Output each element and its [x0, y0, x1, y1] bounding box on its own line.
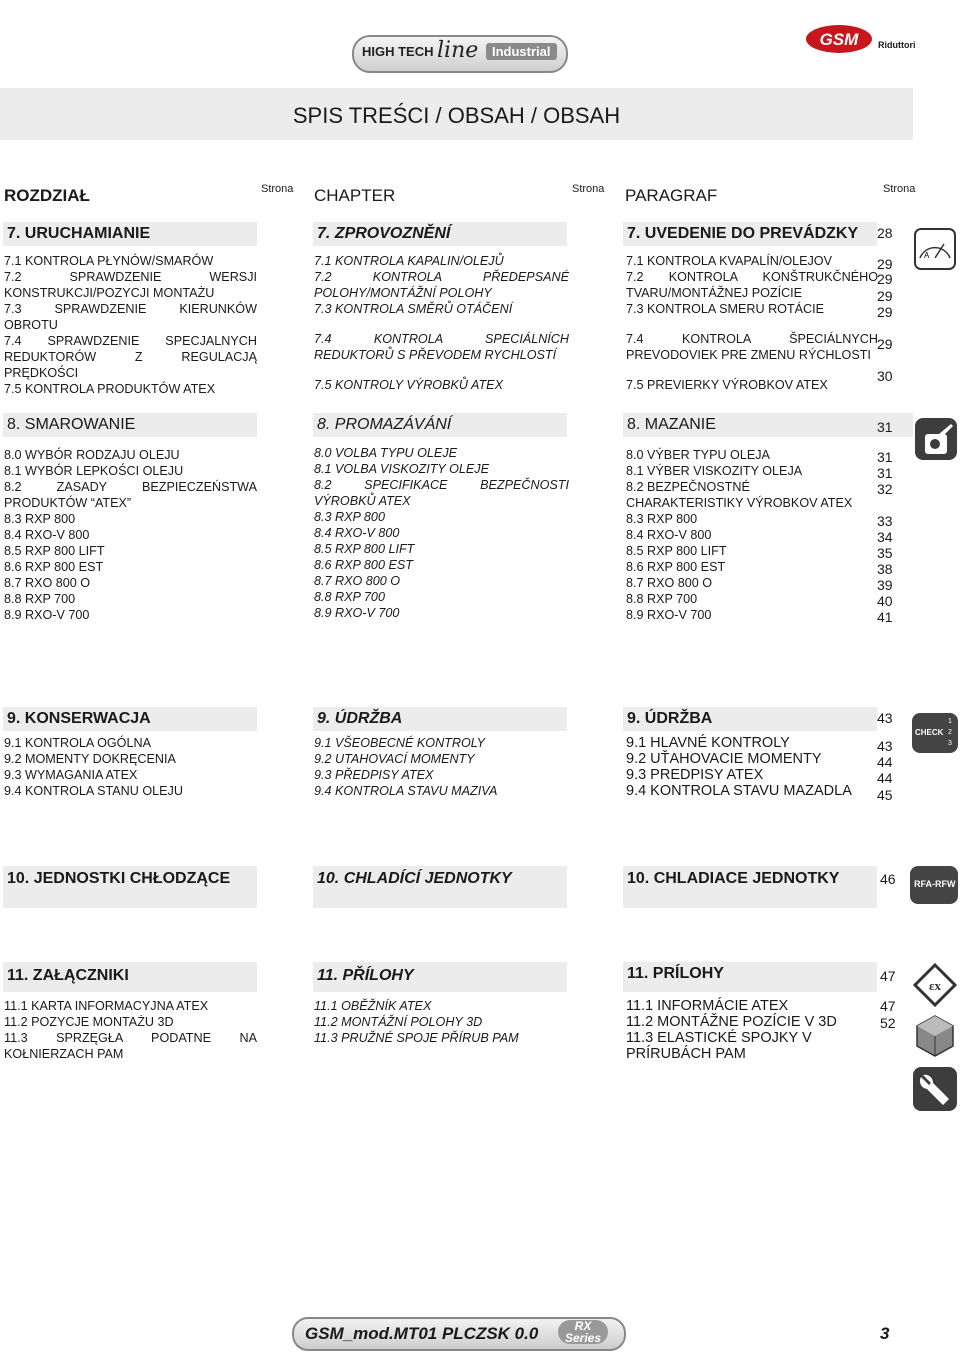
page-number: 44 [877, 770, 893, 786]
section-7-pl-title: 7. URUCHAMIANIE [3, 222, 257, 246]
list-item: 8.4 RXO-V 800 [626, 528, 712, 542]
list-item: TVARU/MONTÁŽNEJ POZÍCIE [626, 286, 803, 300]
list-item: 7.3 SPRAWDZENIE KIERUNKÓW [4, 302, 257, 316]
list-item: KOŁNIERZACH PAM [4, 1047, 124, 1061]
page-number: 34 [877, 529, 893, 545]
page-number: 46 [880, 871, 896, 887]
check-num: 1 [948, 718, 952, 725]
list-item: 9.3 PREDPISY ATEX [626, 767, 764, 783]
column-head-sk: PARAGRAF [625, 186, 718, 205]
section-10-sk-title: 10. CHLADIACE JEDNOTKY [623, 866, 877, 908]
page-number: 29 [877, 288, 893, 304]
section-9-cz-list [314, 735, 569, 799]
section-10-pl-title: 10. JEDNOSTKI CHŁODZĄCE [3, 866, 257, 908]
footer-doc-code: GSM_mod.MT01 PLCZSK 0.0 [305, 1324, 539, 1343]
page-number: 47 [880, 998, 896, 1014]
list-item: 8.1 VÝBER VISKOZITY OLEJA [626, 464, 803, 478]
mounting-cube-icon [913, 1014, 957, 1058]
list-item: 7.5 KONTROLA PRODUKTÓW ATEX [4, 382, 216, 396]
wrench-icon [913, 1067, 957, 1111]
strona-cz: Strona [572, 183, 605, 195]
list-item: 8.8 RXP 700 [626, 592, 698, 606]
list-item: REDUKTORŮ S PŘEVODEM RYCHLOSTÍ [314, 348, 557, 362]
list-item: 7.1 KONTROLA KAPALIN/OLEJŮ [314, 254, 504, 268]
list-item: REDUKTORÓW Z REGULACJĄ [4, 350, 257, 364]
page-number: 41 [877, 609, 893, 625]
list-item: 8.0 WYBÓR RODZAJU OLEJU [4, 448, 180, 462]
page-number: 30 [877, 368, 893, 384]
list-item: 8.6 RXP 800 EST [626, 560, 726, 574]
list-item: 9.2 UTAHOVACÍ MOMENTY [314, 752, 475, 766]
check-num: 2 [948, 729, 952, 736]
page-number: 31 [877, 419, 893, 435]
list-item: 9.1 KONTROLA OGÓLNA [4, 736, 151, 750]
list-item: 9.2 MOMENTY DOKRĘCENIA [4, 752, 176, 766]
list-item: POLOHY/MONTÁŽNÍ POLOHY [314, 286, 492, 300]
list-item: 8.5 RXP 800 LIFT [4, 544, 105, 558]
section-7-sk-list [626, 253, 878, 393]
list-item: 9.4 KONTROLA STAVU MAZIVA [314, 784, 498, 798]
brand-industrial: Industrial [486, 43, 557, 60]
list-item: 9.3 WYMAGANIA ATEX [4, 768, 138, 782]
list-item: PRĘDKOŚCI [4, 366, 79, 380]
page-number: 43 [877, 710, 893, 726]
page-number: 43 [877, 738, 893, 754]
page-number: 29 [877, 304, 893, 320]
page-number: 29 [877, 336, 893, 352]
list-item: 7.2 SPRAWDZENIE WERSJI [4, 270, 257, 284]
rfa-rfw-icon [910, 866, 958, 904]
section-8-pl-list [4, 447, 257, 623]
list-item: 11.1 INFORMÁCIE ATEX [626, 998, 789, 1014]
list-item: 8.9 RXO-V 700 [626, 608, 712, 622]
section-8-sk-title: 8. MAZANIE [623, 413, 913, 437]
list-item: KONSTRUKCJI/POZYCJI MONTAŻU [4, 286, 215, 300]
list-item: 7.2 KONTROLA PŘEDEPSANÉ [314, 270, 569, 284]
list-item: VÝROBKŮ ATEX [314, 494, 411, 508]
oil-can-icon [915, 418, 957, 460]
brand-line: line [437, 38, 479, 63]
page-number: 47 [880, 968, 896, 984]
list-item: 7.3 KONTROLA SMERU ROTÁCIE [626, 302, 825, 316]
series-label: Series [564, 1331, 602, 1345]
page-number: 38 [877, 561, 893, 577]
list-item: 8.5 RXP 800 LIFT [314, 542, 415, 556]
list-item: 8.9 RXO-V 700 [4, 608, 90, 622]
page-number: 39 [877, 577, 893, 593]
section-7-cz-list [314, 253, 569, 393]
gauge-icon [914, 228, 956, 270]
column-head-pl: ROZDZIAŁ [4, 186, 90, 205]
rfa-rfw-label: RFA-RFW [914, 879, 956, 889]
gsm-logo [805, 24, 873, 54]
check-icon-label: CHECK [915, 728, 944, 737]
list-item: 8.2 SPECIFIKACE BEZPEČNOSTI [314, 478, 569, 492]
list-item: 8.2 BEZPEČNOSTNÉ [626, 480, 750, 494]
list-item: 7.1 KONTROLA PŁYNÓW/SMARÓW [4, 254, 214, 268]
list-item: 11.3 ELASTICKÉ SPOJKY V [626, 1030, 812, 1046]
check-icon [912, 713, 958, 753]
column-head-cz: CHAPTER [314, 186, 396, 205]
list-item: 9.3 PŘEDPISY ATEX [314, 768, 434, 782]
page-number: 40 [877, 593, 893, 609]
rx-series-badge [558, 1320, 608, 1344]
list-item: 7.5 PREVIERKY VÝROBKOV ATEX [626, 378, 828, 392]
list-item: 11.3 PRUŽNÉ SPOJE PŘÍRUB PAM [314, 1031, 519, 1045]
page-number: 44 [877, 754, 893, 770]
list-item: 7.5 KONTROLY VÝROBKŮ ATEX [314, 378, 503, 392]
list-item: 8.4 RXO-V 800 [4, 528, 90, 542]
list-item: 8.3 RXP 800 [314, 510, 385, 524]
gauge-label: A [924, 251, 930, 260]
list-item: CHARAKTERISTIKY VÝROBKOV ATEX [626, 496, 853, 510]
list-item: 11.2 MONTÁŽNÍ POLOHY 3D [314, 1015, 483, 1029]
list-item: 8.1 WYBÓR LEPKOŚCI OLEJU [4, 464, 184, 478]
list-item: 8.3 RXP 800 [626, 512, 698, 526]
section-8-cz-list [314, 445, 569, 621]
strona-sk: Strona [883, 183, 916, 195]
list-item: 11.3 SPRZĘGŁA PODATNE NA [4, 1031, 257, 1045]
list-item: 8.3 RXP 800 [4, 512, 76, 526]
list-item: 8.6 RXP 800 EST [314, 558, 413, 572]
page-number: 35 [877, 545, 893, 561]
page-number: 28 [877, 225, 893, 241]
section-9-sk-title: 9. ÚDRŽBA [623, 707, 877, 731]
section-8-sk-list [626, 447, 878, 623]
page-number-footer: 3 [880, 1324, 890, 1343]
atex-ex-icon [913, 963, 957, 1007]
list-item: 8.7 RXO 800 O [4, 576, 91, 590]
section-11-sk-title: 11. PRÍLOHY [623, 962, 877, 992]
list-item: 7.2 KONTROLA KONŠTRUKČNÉHO [626, 270, 878, 284]
section-8-cz-title: 8. PROMAZÁVÁNÍ [313, 413, 567, 437]
page-title: SPIS TREŚCI / OBSAH / OBSAH [292, 103, 621, 128]
section-11-cz-title: 11. PŘÍLOHY [313, 962, 567, 992]
list-item: 7.1 KONTROLA KVAPALÍN/OLEJOV [626, 254, 833, 268]
list-item: 9.1 HLAVNÉ KONTROLY [626, 735, 790, 751]
list-item: PREVODOVIEK PRE ZMENU RÝCHLOSTI [626, 348, 871, 362]
svg-text:εx: εx [928, 978, 942, 993]
list-item: 7.4 KONTROLA SPECIÁLNÍCH [314, 332, 569, 346]
section-9-sk-list [626, 735, 878, 799]
section-7-pl-list [4, 253, 257, 397]
section-10-cz-title: 10. CHLADÍCÍ JEDNOTKY [313, 866, 567, 908]
list-item: 8.8 RXP 700 [314, 590, 385, 604]
list-item: 9.1 VŠEOBECNÉ KONTROLY [314, 736, 486, 750]
gsm-logo-text: GSM [819, 30, 859, 49]
list-item: 7.4 KONTROLA ŠPECIÁLNYCH [626, 332, 878, 346]
strona-pl: Strona [261, 183, 294, 195]
list-item: 9.4 KONTROLA STAVU MAZADLA [626, 783, 852, 799]
list-item: 9.2 UŤAHOVACIE MOMENTY [626, 751, 822, 767]
section-9-pl-title: 9. KONSERWACJA [3, 707, 257, 731]
page-number: 31 [877, 449, 893, 465]
section-7-sk-title: 7. UVEDENIE DO PREVÁDZKY [623, 222, 877, 246]
list-item: 11.2 POZYCJE MONTAŻU 3D [4, 1015, 174, 1029]
list-item: 8.9 RXO-V 700 [314, 606, 400, 620]
page-number: 29 [877, 256, 893, 272]
list-item: 8.6 RXP 800 EST [4, 560, 104, 574]
list-item: 8.8 RXP 700 [4, 592, 76, 606]
list-item: 9.4 KONTROLA STANU OLEJU [4, 784, 183, 798]
list-item: OBROTU [4, 318, 58, 332]
page-number: 29 [877, 271, 893, 287]
gsm-subtitle: Riduttori [878, 40, 916, 50]
section-11-pl-list [4, 998, 257, 1062]
rx-label: RX [574, 1319, 592, 1333]
list-item: 11.1 KARTA INFORMACYJNA ATEX [4, 999, 209, 1013]
list-item: 8.4 RXO-V 800 [314, 526, 400, 540]
list-item: 8.7 RXO 800 O [626, 576, 713, 590]
section-11-sk-list [626, 998, 878, 1062]
section-11-pl-title: 11. ZAŁĄCZNIKI [3, 962, 257, 992]
list-item: 8.0 VOLBA TYPU OLEJE [314, 446, 458, 460]
section-11-cz-list [314, 998, 569, 1046]
section-7-cz-title: 7. ZPROVOZNĚNÍ [313, 222, 567, 246]
list-item: 11.1 OBĚŽNÍK ATEX [314, 999, 432, 1013]
section-9-pl-list [4, 735, 257, 799]
page-number: 32 [877, 481, 893, 497]
brand-high-tech: HIGH TECH [362, 44, 434, 59]
list-item: 7.3 KONTROLA SMĚRŮ OTÁČENÍ [314, 302, 513, 316]
list-item: 8.2 ZASADY BEZPIECZEŃSTWA [4, 480, 257, 494]
list-item: 8.0 VÝBER TYPU OLEJA [626, 448, 770, 462]
section-9-cz-title: 9. ÚDRŽBA [313, 707, 567, 731]
list-item: PRODUKTÓW “ATEX” [4, 496, 132, 510]
page-number: 52 [880, 1015, 896, 1031]
list-item: 8.1 VOLBA VISKOZITY OLEJE [314, 462, 489, 476]
section-8-pl-title: 8. SMAROWANIE [3, 413, 257, 437]
page-number: 33 [877, 513, 893, 529]
list-item: 8.5 RXP 800 LIFT [626, 544, 727, 558]
list-item: 8.7 RXO 800 O [314, 574, 401, 588]
list-item: PRÍRUBÁCH PAM [626, 1046, 746, 1062]
list-item: 7.4 SPRAWDZENIE SPECJALNYCH [4, 334, 257, 348]
list-item: 11.2 MONTÁŽNE POZÍCIE V 3D [626, 1014, 837, 1030]
page-number: 45 [877, 787, 893, 803]
page-number: 31 [877, 465, 893, 481]
check-num: 3 [948, 740, 952, 747]
